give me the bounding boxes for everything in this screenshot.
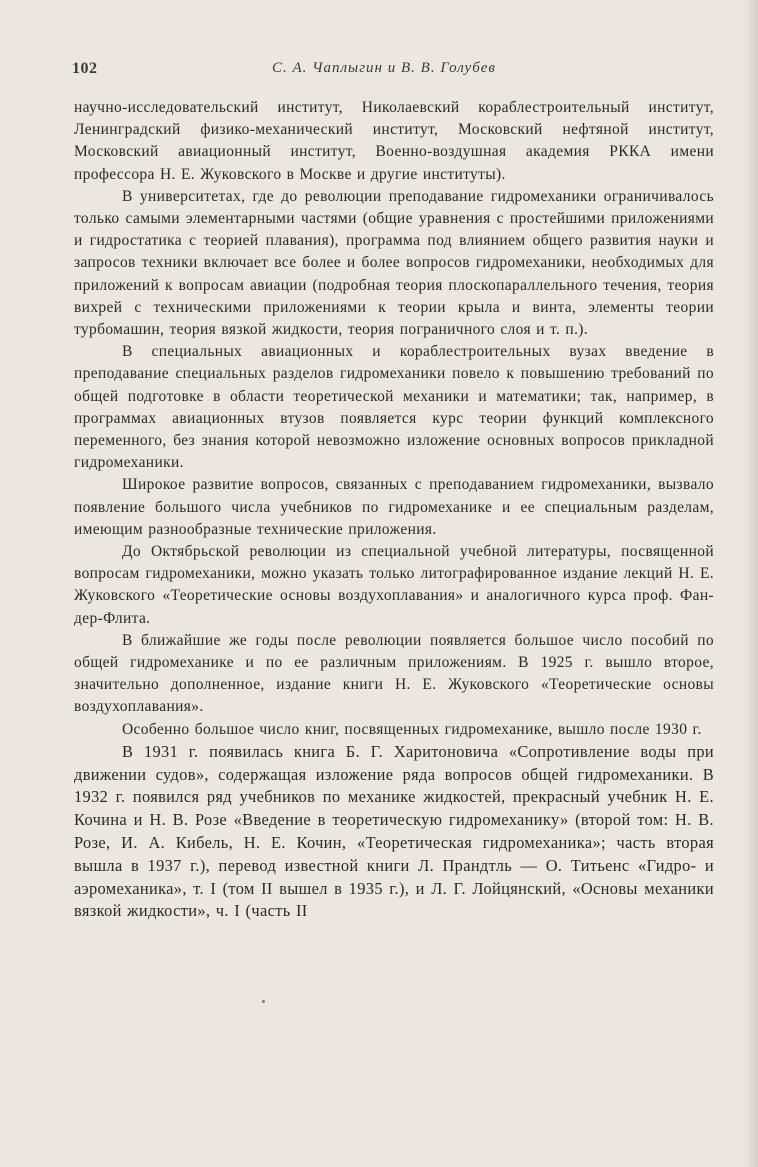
- paragraph-before-revolution: До Октябрьской революции из специальной учебной литературы, посвященной вопросам гидромеханики, можно указать только литографированное издание лекций Н. Е. Жуковского «Теоретические основы воздухоплавания» и аналогичного курса проф. Фан-дер-Флита.: [74, 543, 714, 627]
- print-speck: [262, 1000, 265, 1003]
- page-number: 102: [72, 60, 98, 77]
- page-edge-shadow: [744, 0, 758, 1167]
- paragraph-special-schools: В специальных авиационных и кораблестроительных вузах введение в преподавание специальных разделов гидромеханики повело к повышению требований по общей подготовке в области теоретической механики и математики; так, например, в программах авиационных втузов появляется курс теории функций комплексного переменного, без знания которой невозможно изложение основных вопросов прикладной гидромеханики.: [74, 343, 714, 472]
- running-title: С. А. Чаплыгин и В. В. Голубев: [272, 60, 496, 76]
- paragraph-after-1930: Особенно большое число книг, посвященных гидромеханике, вышло после 1930 г.: [122, 720, 702, 738]
- paragraph-1931: В 1931 г. появилась книга Б. Г. Харитоновича «Сопротивление воды при движении судов», содержащая изложение ряда вопросов общей гидромеханики. В 1932 г. появился ряд учебников по механике жидкостей, прекрасный учебник Н. Е. Кочина и Н. В. Розе «Введение в теоретическую гидромеханику» (второй том: Н. В. Розе, И. А. Кибель, Н. Е. Кочин, «Теоретическая гидромеханика»; часть вторая вышла в 1937 г.), перевод известной книги Л. Прандтль — О. Титьенс «Гидро- и аэромеханика», т. I (том II вышел в 1935 г.), и Л. Г. Лойцянский, «Основы механики вязкой жидкости», ч. I (часть II: [74, 741, 714, 921]
- paragraph-continued: научно-исследовательский институт, Николаевский кораблестроительный институт, Ленинградский физико-механический институт, Московский нефтяной институт, Московский авиационный институт, Военно-воздушная академия РККА имени профессора Н. Е. Жуковского в Москве и другие институты).: [74, 99, 714, 183]
- paragraph-after-revolution: В ближайшие же годы после революции появляется большое число пособий по общей гидромеханике и по ее различным приложениям. В 1925 г. вышло второе, значительно дополненное, издание книги Н. Е. Жуковского «Теоретические основы воздухоплавания».: [74, 631, 714, 716]
- paragraph-universities: В университетах, где до революции преподавание гидромеханики ограничивалось только самыми элементарными частями (общие уравнения с простейшими приложениями и гидростатика с теорией плавания), программа под влиянием общего развития науки и запросов техники включает все более и более вопросов гидромеханики, необходимых для приложений к вопросам авиации (подробная теория плоскопараллельного течения, теория вихрей с техническими приложениями к теории крыла и винта, элементы теории турбомашин, теория вязкой жидкости, теория пограничного слоя и т. п.).: [74, 187, 714, 339]
- page-header: [72, 60, 714, 84]
- paragraph-textbooks: Широкое развитие вопросов, связанных с преподаванием гидромеханики, вызвало появление большого числа учебников по гидромеханике и ее специальным разделам, имеющим разнообразные технические приложения.: [74, 476, 714, 538]
- page-body: [74, 97, 714, 923]
